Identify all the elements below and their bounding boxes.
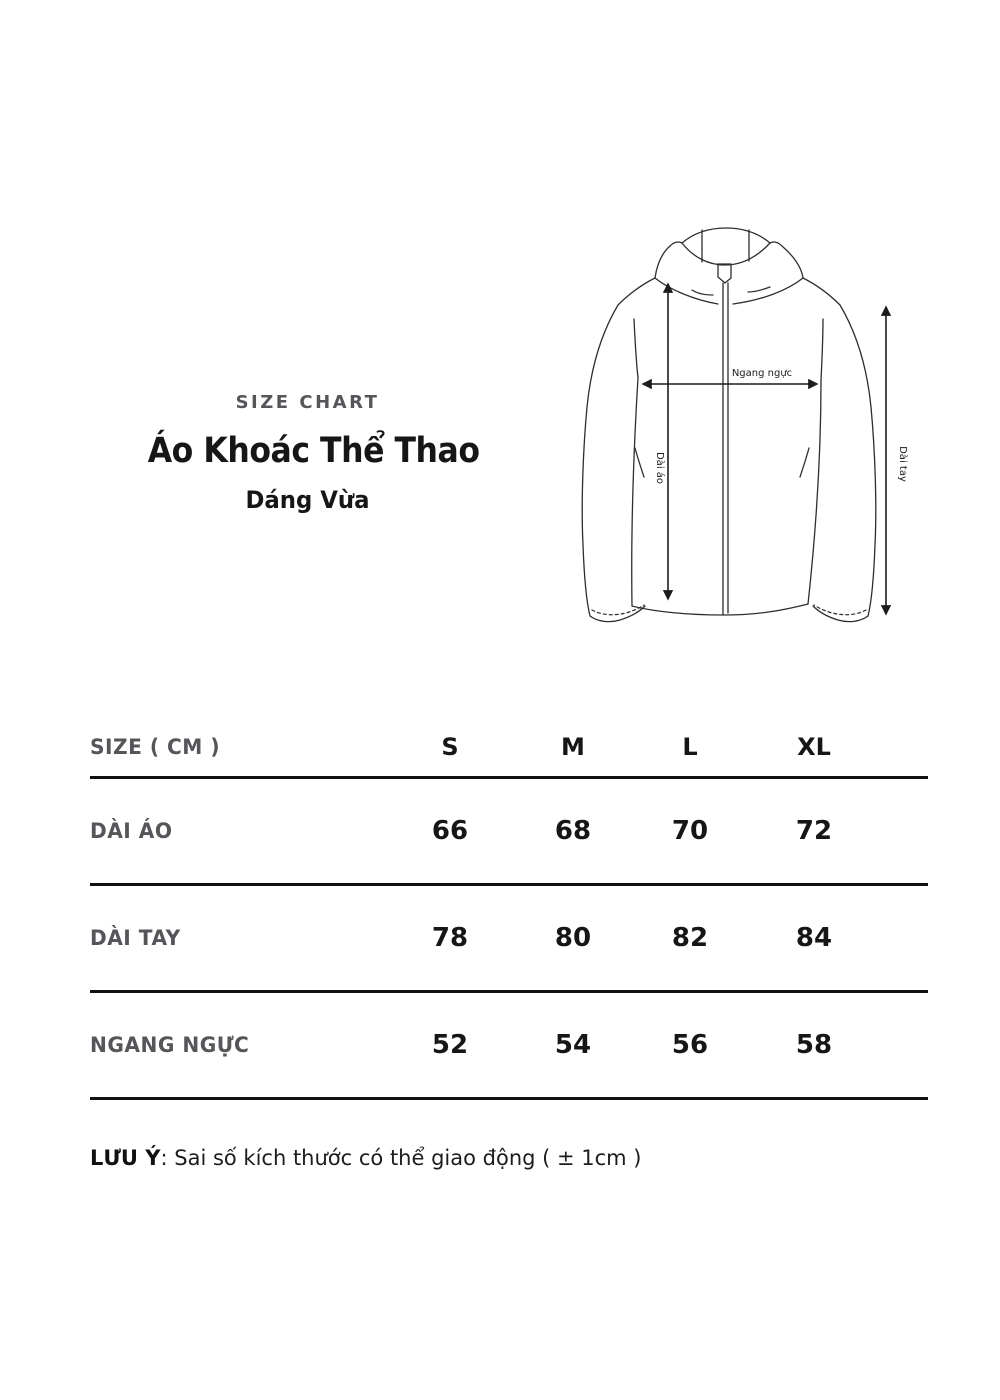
value-cell: 70 (671, 816, 709, 846)
value-cell: 78 (431, 923, 469, 953)
size-table (90, 718, 928, 1100)
column-header-xl: XL (797, 733, 831, 761)
eyebrow-label: SIZE CHART (235, 392, 380, 413)
measure-chest-label: Ngang ngực (731, 368, 793, 379)
table-corner-label: SIZE ( CM ) (90, 735, 221, 759)
row-label: DÀI TAY (90, 926, 181, 950)
value-cell: 82 (671, 923, 709, 953)
measure-sleeve-label: Dài tay (897, 446, 908, 482)
note-label: LƯU Ý (90, 1146, 161, 1170)
column-header-m: M (561, 733, 585, 761)
product-title: Áo Khoác Thể Thao (147, 431, 480, 471)
fit-subtitle: Dáng Vừa (245, 486, 370, 514)
jacket-hood (655, 228, 803, 304)
column-header-l: L (682, 733, 698, 761)
tolerance-note (90, 1146, 642, 1170)
value-cell: 58 (795, 1030, 833, 1060)
header-block (130, 392, 485, 514)
jacket-zipper (718, 264, 731, 614)
table-row-dai-tay (90, 886, 928, 993)
table-row-ngang-nguc (90, 993, 928, 1100)
row-label: NGANG NGỰC (90, 1033, 250, 1057)
value-cell: 68 (554, 816, 592, 846)
note-text: : Sai số kích thước có thể giao động ( ± 1cm ) (160, 1146, 642, 1170)
value-cell: 52 (431, 1030, 469, 1060)
measure-length-label: Dài áo (654, 451, 665, 485)
column-header-s: S (441, 733, 459, 761)
jacket-sleeves (582, 305, 876, 622)
table-row-dai-ao (90, 779, 928, 886)
value-cell: 56 (671, 1030, 709, 1060)
value-cell: 80 (554, 923, 592, 953)
value-cell: 72 (795, 816, 833, 846)
jacket-body (632, 378, 821, 615)
jacket-shoulders (618, 278, 840, 380)
jacket-line-art-icon (555, 220, 950, 640)
value-cell: 84 (795, 923, 833, 953)
jacket-diagram (555, 220, 950, 640)
row-label: DÀI ÁO (90, 819, 173, 843)
value-cell: 54 (554, 1030, 592, 1060)
table-header-row (90, 718, 928, 779)
value-cell: 66 (431, 816, 469, 846)
